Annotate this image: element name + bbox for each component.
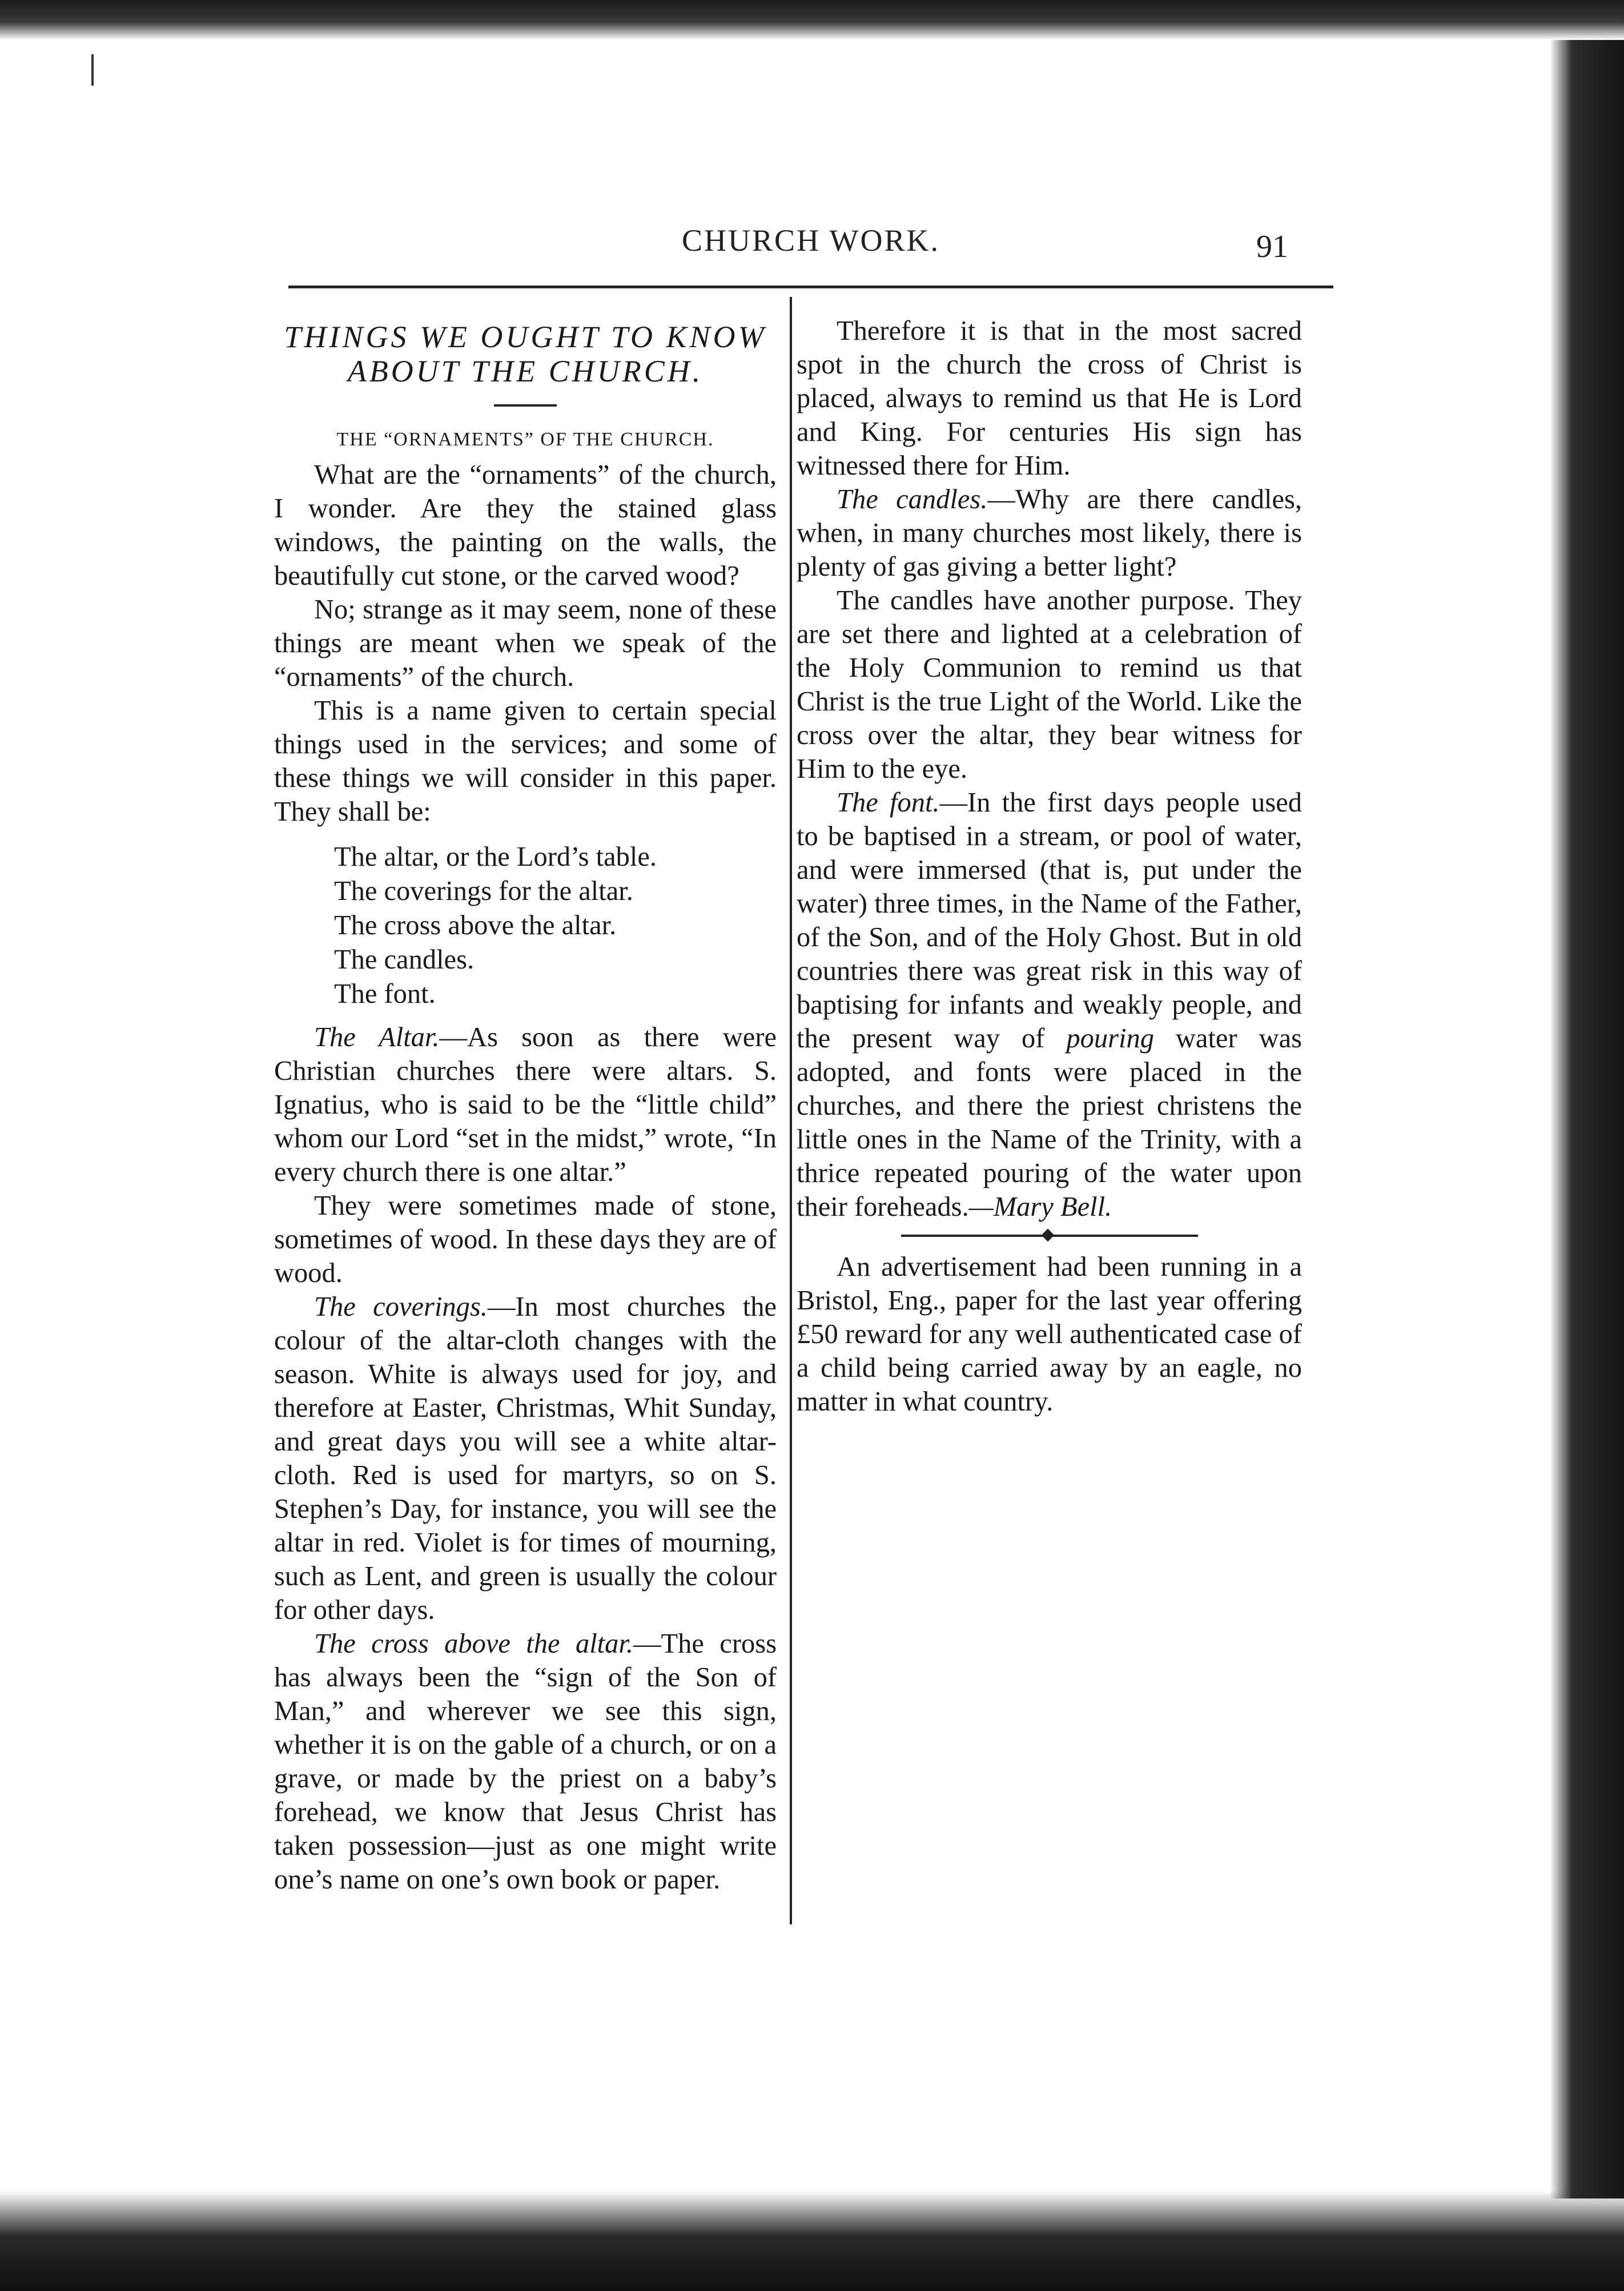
paragraph-altar [274,1020,777,1189]
section-divider [901,1227,1198,1244]
paragraph: Therefore it is that in the most sacred spot in the church the cross of Christ is placed, always to remind us that He is Lord and King. For centuries His sign has witnessed there for Him. [797,316,1302,481]
paragraph-text: —In most churches the colour of the altar-cloth changes with the season. White is always used for joy, and therefore at Easter, Christmas, Whit Sunday, and great days you will see a white altar-cloth. Red is used for martyrs, so on S. Stephen’s Day, for instance, you will see the altar in red. Violet is for times of mourning, such as Lent, and green is usually the colour for other days. [274,1292,777,1625]
list-item: The font. [334,979,436,1009]
right-column [797,314,1302,1418]
run-in-heading: The font. [837,787,940,818]
paragraph-text: —Why are there candles, when, in many churches most likely, there is plenty of gas giving a better light? [797,484,1302,582]
run-in-heading: The cross above the altar. [314,1629,634,1659]
author-signature: —Mary Bell. [968,1192,1112,1222]
paragraph: No; strange as it may seem, none of these things are meant when we speak of the “ornaments” of the church. [274,594,777,692]
paragraph-coverings [274,1290,777,1627]
paragraph-font [797,786,1302,1224]
paragraph-text: —The cross has always been the “sign of the Son of Man,” and wherever we see this sign, whether it is on the gable of a church, or on a grave, or made by the priest on a baby’s forehead, we know that Jesus Christ has taken possession—just as one might write one’s name on one’s own book or paper. [274,1629,777,1895]
running-title: CHURCH WORK. [681,223,940,258]
paragraph: They were sometimes made of stone, sometimes of wood. In these days they are of wood. [274,1191,777,1288]
paragraph-text: water was adopted, and fonts were placed in the churches, and there the priest christens the little ones in the Name of the Trinity, with a thrice repeated pouring of the water upon their foreheads. [797,1023,1302,1222]
paragraph-text: —As soon as there were Christian churches there were altars. S. Ignatius, who is said to be the “little child” whom our Lord “set in the midst,” wrote, “In every church there is one altar.” [274,1022,777,1187]
paragraph: The candles have another purpose. They are set there and lighted at a celebration of the Holy Communion to remind us that Christ is the true Light of the World. Like the cross over the altar, they bear witness for Him to the eye. [797,585,1302,784]
scan-border-bottom [0,2191,1624,2291]
gutter-mark [91,54,94,86]
run-in-heading: The coverings. [314,1292,488,1322]
note-paragraph: An advertisement had been running in a Bristol, Eng., paper for the last year offering £50 reward for any well authenticated case of a child being carried away by an eagle, no matter in what country. [797,1252,1302,1417]
paragraph: What are the “ornaments” of the church, I wonder. Are they the stained glass windows, the painting on the walls, the beautifully cut stone, or the carved wood? [274,460,777,591]
divider-ornament [1041,1229,1054,1242]
header-rule [288,286,1333,288]
run-in-heading: The Altar. [314,1022,440,1052]
paragraph-candles [797,483,1302,584]
paragraph: This is a name given to certain special things used in the services; and some of these things we will consider in this paper. They shall be: [274,696,777,827]
paragraph-text: —In the first days people used to be baptised in a stream, or pool of water, and were immersed (that is, put under the water) three times, in the Name of the Father, of the Son, and of the Holy Ghost. But in old countries there was great risk in this way of baptising for infants and weakly people, and the present way of [797,787,1302,1054]
page-number: 91 [1256,229,1288,264]
list-item: The candles. [334,944,475,975]
section-heading: THE “ORNAMENTS” OF THE CHURCH. [336,429,714,450]
italic-word: pouring [1066,1023,1154,1054]
column-rule [790,297,792,1924]
scan-border-right [1550,40,1624,2198]
list-item: The coverings for the altar. [334,876,633,906]
title-rule [494,404,557,407]
run-in-heading: The candles. [837,484,988,515]
ornaments-list [274,840,777,1011]
paragraph-cross [274,1627,777,1896]
article-title: THINGS WE OUGHT TO KNOW ABOUT THE CHURCH. [284,320,767,388]
list-item: The altar, or the Lord’s table. [334,842,657,872]
scan-border-top [0,0,1624,40]
list-item: The cross above the altar. [334,910,617,940]
left-column [274,314,777,1896]
